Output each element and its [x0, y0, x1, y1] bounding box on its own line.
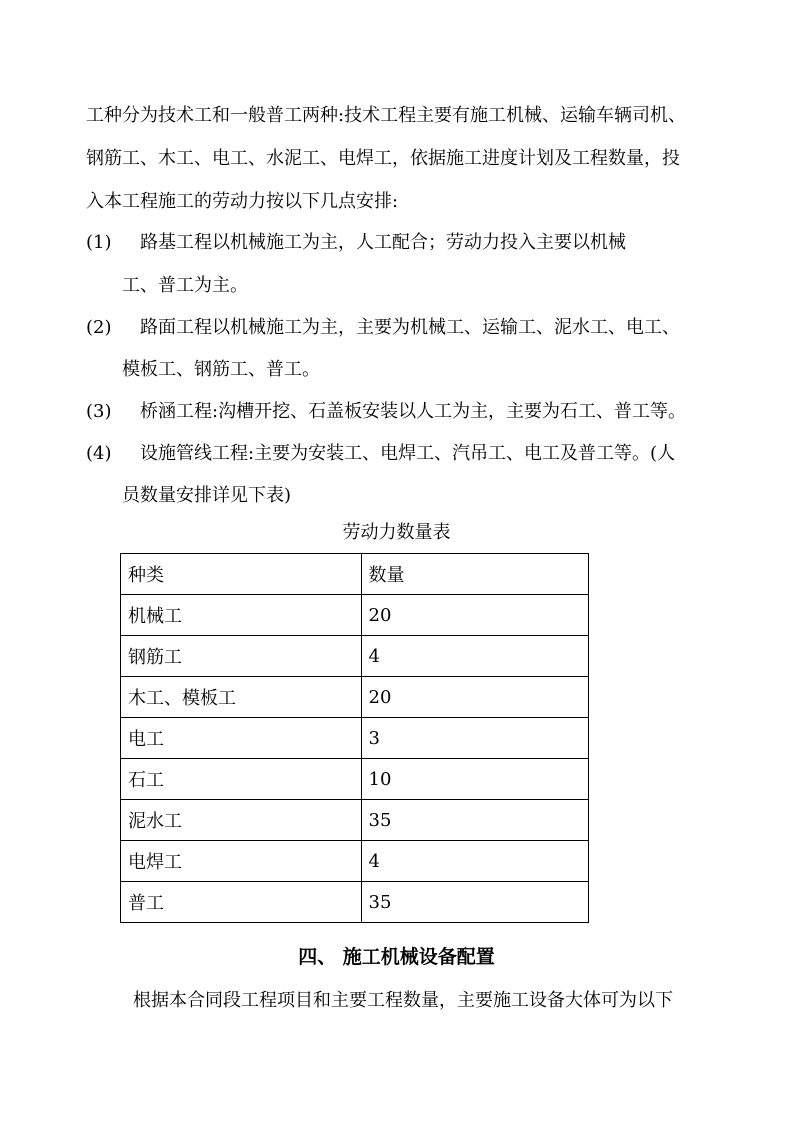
- list-item-2-continuation: 模板工、钢筋工、普工。: [122, 359, 320, 380]
- table-row: [121, 841, 589, 882]
- list-item-text: 路基工程以机械施工为主，人工配合；劳动力投入主要以机械: [140, 232, 626, 253]
- list-item-number: (2): [86, 317, 112, 338]
- table-cell-count: 35: [361, 882, 589, 923]
- table-row: [121, 800, 589, 841]
- list-item-4: [86, 441, 706, 467]
- table-cell-count: 3: [361, 718, 589, 759]
- section-paragraph: 根据本合同段工程项目和主要工程数量，主要施工设备大体可为以下: [133, 990, 673, 1011]
- table-cell-count: 4: [361, 841, 589, 882]
- table-caption: 劳动力数量表: [342, 522, 451, 543]
- list-item-1-continuation: 工、普工为主。: [122, 275, 248, 296]
- section-heading: 四、 施工机械设备配置: [298, 946, 495, 968]
- table-cell-count: 4: [361, 636, 589, 677]
- table-cell-count: 20: [361, 677, 589, 718]
- intro-line-2: 钢筋工、木工、电工、水泥工、电焊工，依据施工进度计划及工程数量，投: [86, 148, 680, 169]
- table-cell-type: 电焊工: [121, 841, 362, 882]
- list-item-number: (4): [86, 443, 112, 464]
- table-cell-type: 石工: [121, 759, 362, 800]
- table-row: [121, 759, 589, 800]
- table-cell-count: 20: [361, 595, 589, 636]
- list-item-text: 路面工程以机械施工为主，主要为机械工、运输工、泥水工、电工、: [140, 317, 680, 338]
- list-item-4-continuation: 员数量安排详见下表): [122, 485, 292, 506]
- table-cell-type: 普工: [121, 882, 362, 923]
- table-cell-type: 机械工: [121, 595, 362, 636]
- list-item-3: [86, 399, 706, 425]
- table-cell-count: 35: [361, 800, 589, 841]
- intro-line-1: 工种分为技术工和一般普工两种:技术工程主要有施工机械、运输车辆司机、: [86, 105, 687, 126]
- table-cell-type: 泥水工: [121, 800, 362, 841]
- table-cell-type: 电工: [121, 718, 362, 759]
- table-header-row: [121, 554, 589, 595]
- table-row: [121, 636, 589, 677]
- table-row: [121, 718, 589, 759]
- table-header-cell: 种类: [121, 554, 362, 595]
- table-header-cell: 数量: [361, 554, 589, 595]
- table-row: [121, 677, 589, 718]
- list-item-number: (3): [86, 401, 112, 422]
- list-item-1: [86, 230, 706, 256]
- table-cell-type: 木工、模板工: [121, 677, 362, 718]
- intro-line-3: 入本工程施工的劳动力按以下几点安排:: [86, 191, 399, 212]
- table-cell-type: 钢筋工: [121, 636, 362, 677]
- table-row: [121, 882, 589, 923]
- list-item-number: (1): [86, 232, 112, 253]
- table-row: [121, 595, 589, 636]
- list-item-text: 设施管线工程:主要为安装工、电焊工、汽吊工、电工及普工等。(人: [140, 443, 676, 464]
- list-item-text: 桥涵工程:沟槽开挖、石盖板安装以人工为主，主要为石工、普工等。: [140, 401, 687, 422]
- table-cell-count: 10: [361, 759, 589, 800]
- list-item-2: [86, 315, 706, 341]
- labor-table: [120, 553, 589, 923]
